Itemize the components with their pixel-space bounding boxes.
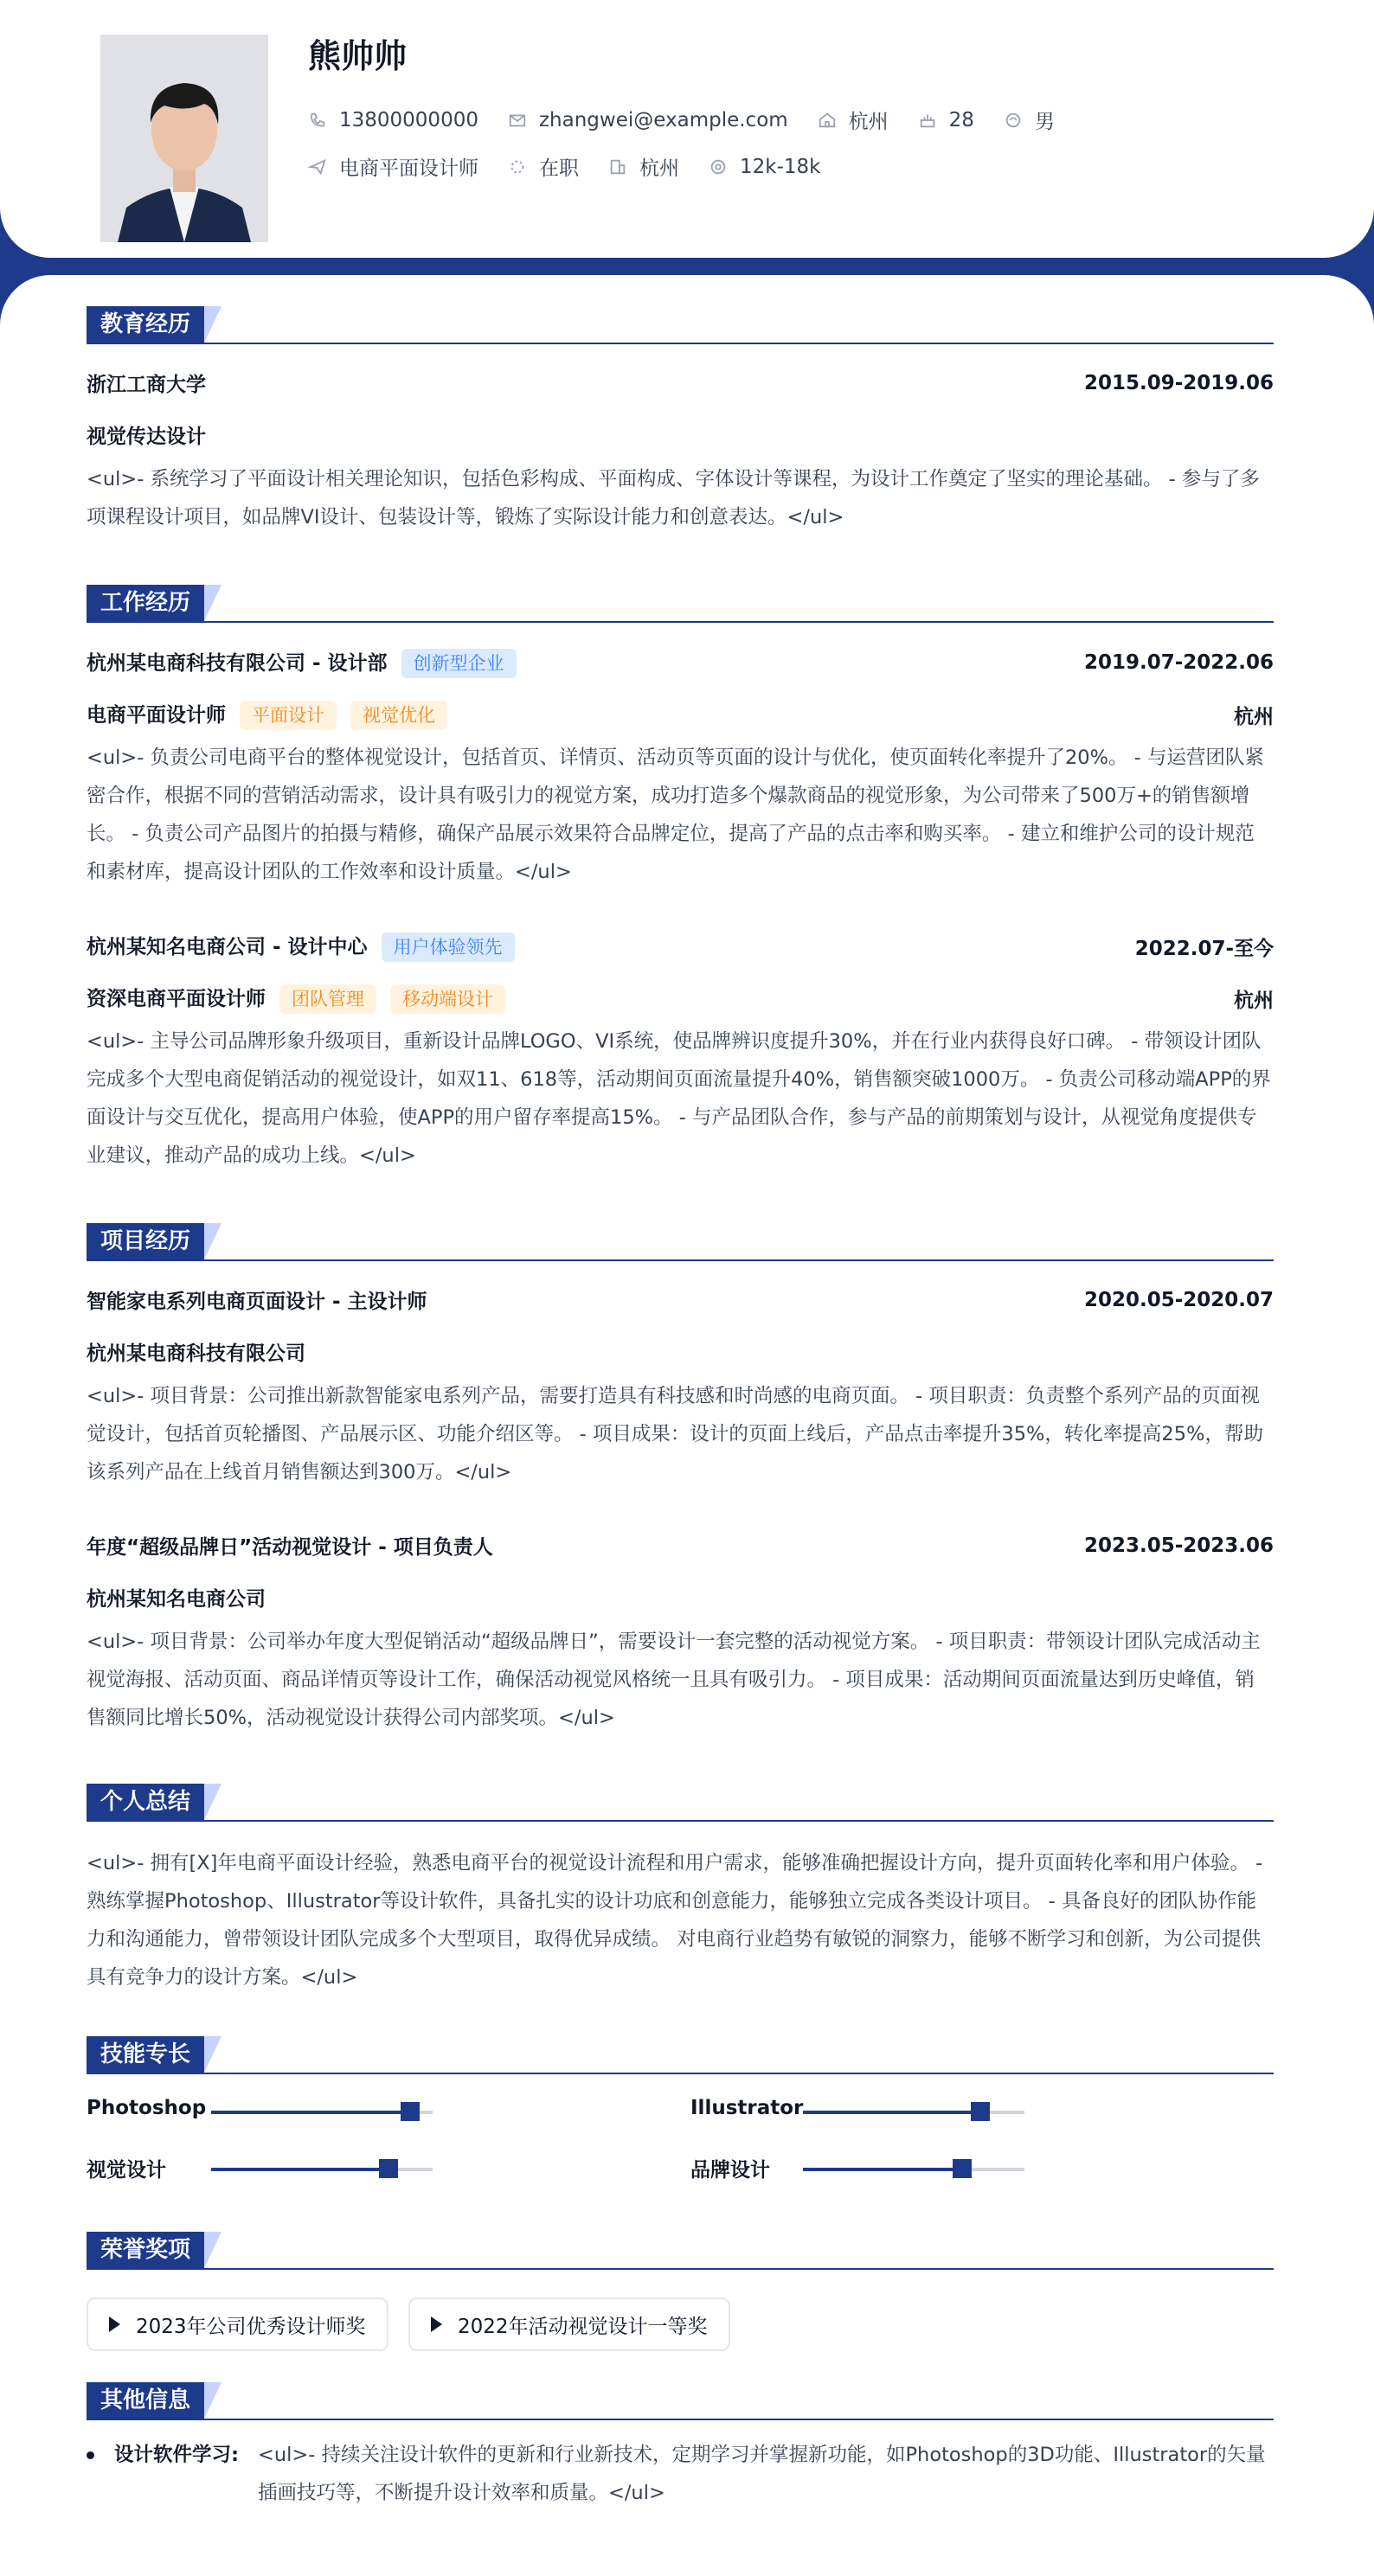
education-date: 2015.09-2019.06	[1083, 371, 1274, 394]
target-job-text: 电商平面设计师	[339, 157, 478, 180]
work-role-row	[87, 699, 1274, 730]
project-company-row	[87, 1337, 1274, 1366]
awards-list	[87, 2297, 1274, 2351]
work-role: 资深电商平面设计师	[87, 988, 266, 1010]
work-company-row	[87, 931, 1274, 962]
work-city: 杭州	[1234, 989, 1274, 1012]
work-role-row	[87, 983, 1274, 1014]
work-desc: <ul>- 负责公司电商平台的整体视觉设计，包括首页、详情页、活动页等页面的设计与优化，使页面转化率提升了20%。 - 与运营团队紧密合作，根据不同的营销活动需求，设计具有吸引力的视觉方案，成功打造多个爆款商品的视觉形象，为公司带来了500万+的销售额增长。 - 负责公司产品图片的拍摄与精修，确保产品展示效果符合品牌定位，提高了产品的点击率和购买率。 - 建立和维护公司的设计规范和素材库，提高设计团队的工作效率和设计质量。</ul>	[87, 747, 1264, 883]
section-header	[87, 2382, 1274, 2420]
other-section	[87, 2382, 1274, 2504]
profile-header	[0, 0, 1374, 258]
project-company: 杭州某电商科技有限公司	[87, 1342, 305, 1365]
projects-title: 项目经历	[87, 1223, 204, 1259]
skill-bar	[803, 2168, 1024, 2171]
project-desc: <ul>- 项目背景：公司举办年度大型促销活动“超级品牌日”，需要设计一套完整的活动视觉方案。 - 项目职责：带领设计团队完成活动主视觉海报、活动页面、商品详情页等设计工作，确保活动视觉风格统一且具有吸引力。 - 项目成果：活动期间页面流量达到历史峰值，销售额同比增长50%，活动视觉设计获得公司内部奖项。</ul>	[87, 1631, 1261, 1729]
coin-icon	[709, 157, 728, 176]
work-company-wrap	[87, 931, 515, 962]
education-desc: <ul>- 系统学习了平面设计相关理论知识，包括色彩构成、平面构成、字体设计等课程，为设计工作奠定了坚实的理论基础。 - 参与了多项课程设计项目，如品牌VI设计、包装设计等，锻炼了实际设计能力和创意表达。</ul>	[87, 468, 1260, 529]
work-company: 杭州某知名电商公司 - 设计中心	[87, 936, 368, 958]
avatar-portrait-illustration	[100, 35, 268, 242]
major-name: 视觉传达设计	[87, 426, 206, 448]
award-item	[408, 2297, 730, 2351]
home-city-item	[818, 106, 889, 134]
status-item	[508, 152, 579, 181]
skill-bar-knob	[401, 2102, 420, 2121]
company-tag: 用户体验领先	[382, 932, 515, 962]
company-tag: 创新型企业	[401, 649, 517, 678]
job-intention-row	[308, 152, 850, 181]
work-title: 工作经历	[87, 585, 204, 621]
education-title: 教育经历	[87, 306, 204, 343]
summary-title: 个人总结	[87, 1784, 204, 1820]
project-date: 2020.05-2020.07	[1083, 1288, 1274, 1311]
triangle-bullet-icon	[431, 2316, 442, 2332]
other-title: 其他信息	[87, 2382, 204, 2419]
target-job-item	[308, 152, 478, 181]
project-row	[87, 1531, 1274, 1560]
major-row	[87, 420, 1274, 449]
work-company-wrap	[87, 647, 517, 678]
work-desc: <ul>- 主导公司品牌形象升级项目，重新设计品牌LOGO、VI系统，使品牌辨识度提升30%，并在行业内获得良好口碑。 - 带领设计团队完成多个大型电商促销活动的视觉设计，如双11、618等，活动期间页面流量提升40%，销售额突破1000万。 - 负责公司移动端APP的界面设计与交互优化，提高用户体验，使APP的用户留存率提高15%。 - 与产品团队合作，参与产品的前期策划与设计，从视觉角度提供专业建议，推动产品的成功上线。</ul>	[87, 1030, 1271, 1167]
skills-title: 技能专长	[87, 2036, 204, 2073]
project-company-row	[87, 1583, 1274, 1612]
skills-section	[87, 2036, 1274, 2182]
project-name: 年度“超级品牌日”活动视觉设计 - 项目负责人	[87, 1536, 493, 1559]
send-icon	[308, 157, 327, 176]
section-header	[87, 585, 1274, 623]
skill-tag: 团队管理	[279, 984, 376, 1014]
project-desc: <ul>- 项目背景：公司推出新款智能家电系列产品，需要打造具有科技感和时尚感的电商页面。 - 项目职责：负责整个系列产品的页面视觉设计，包括首页轮播图、产品展示区、功能介绍区等。 - 项目成果：设计的页面上线后，产品点击率提升35%，转化率提高25%，帮助该系列产品在上线首月销售额达到300万。</ul>	[87, 1385, 1263, 1483]
skill-bar-knob	[953, 2159, 972, 2178]
cake-icon	[918, 111, 937, 130]
home-icon	[818, 111, 837, 130]
project-date: 2023.05-2023.06	[1083, 1534, 1274, 1557]
skill-tag: 移动端设计	[390, 984, 505, 1014]
skill-name: 品牌设计	[690, 2159, 770, 2182]
resume-body	[0, 275, 1374, 2576]
section-header	[87, 1784, 1274, 1822]
section-header	[87, 2036, 1274, 2074]
award-text: 2022年活动视觉设计一等奖	[458, 2315, 708, 2338]
work-role-wrap	[87, 699, 447, 730]
skill-bar-knob	[379, 2159, 398, 2178]
gender-text: 男	[1034, 111, 1055, 133]
project-row	[87, 1285, 1274, 1314]
skill-bar	[803, 2111, 1024, 2114]
skill-item	[690, 2154, 770, 2182]
skill-item	[690, 2097, 803, 2119]
triangle-bullet-icon	[109, 2316, 120, 2332]
skill-item	[87, 2154, 166, 2182]
email-item	[508, 109, 788, 131]
skill-bar-knob	[971, 2102, 990, 2121]
education-section	[87, 306, 1274, 529]
bullet-dot-icon	[87, 2451, 94, 2459]
work-role: 电商平面设计师	[87, 704, 226, 727]
award-item	[87, 2297, 388, 2351]
phone-text: 13800000000	[339, 108, 478, 131]
project-name: 智能家电系列电商页面设计 - 主设计师	[87, 1291, 427, 1313]
summary-section	[87, 1784, 1274, 1989]
skill-tag: 平面设计	[240, 701, 337, 730]
skill-bar-fill	[803, 2168, 962, 2171]
work-role-wrap	[87, 983, 505, 1014]
target-city-text: 杭州	[639, 157, 679, 180]
skill-name: Photoshop	[87, 2097, 207, 2119]
building-icon	[608, 157, 627, 176]
candidate-name: 熊帅帅	[308, 37, 408, 75]
work-city: 杭州	[1234, 705, 1274, 728]
home-city-text: 杭州	[848, 111, 889, 133]
salary-item	[709, 156, 820, 178]
avatar-photo	[100, 35, 268, 242]
awards-section	[87, 2232, 1274, 2338]
skill-bar	[211, 2168, 433, 2171]
other-text: <ul>- 持续关注设计软件的更新和行业新技术，定期学习并掌握新功能，如Photoshop的3D功能、Illustrator的矢量插画技巧等，不断提升设计效率和质量。</ul>	[258, 2444, 1266, 2504]
section-header	[87, 2232, 1274, 2270]
work-company: 杭州某电商科技有限公司 - 设计部	[87, 652, 388, 675]
status-text: 在职	[539, 157, 579, 180]
skill-bar	[211, 2111, 433, 2114]
section-header	[87, 1223, 1274, 1261]
awards-title: 荣誉奖项	[87, 2232, 204, 2268]
contact-row	[308, 106, 1084, 134]
skill-name: Illustrator	[690, 2097, 804, 2119]
other-label: 设计软件学习:	[114, 2444, 239, 2466]
school-name: 浙江工商大学	[87, 374, 206, 396]
work-date: 2019.07-2022.06	[1083, 651, 1274, 674]
skill-bar-fill	[211, 2111, 410, 2114]
award-text: 2023年公司优秀设计师奖	[136, 2315, 366, 2338]
phone-item	[308, 109, 478, 131]
salary-text: 12k-18k	[740, 155, 821, 178]
gender-icon	[1004, 111, 1023, 130]
email-text: zhangwei@example.com	[538, 108, 788, 131]
mail-icon	[508, 111, 527, 130]
summary-desc: <ul>- 拥有[X]年电商平面设计经验，熟悉电商平台的视觉设计流程和用户需求，能够准确把握设计方向，提升页面转化率和用户体验。 - 熟练掌握Photoshop、Illustrator等设计软件，具备扎实的设计功底和创意能力，能够独立完成各类设计项目。 - 具备良好的团队协作能力和沟通能力，曾带领设计团队完成多个大型项目，取得优异成绩。 对电商行业趋势有敏锐的洞察力，能够不断学习和创新，为公司提供具有竞争力的设计方案。</ul>	[87, 1852, 1263, 1989]
project-company: 杭州某知名电商公司	[87, 1588, 266, 1611]
target-city-item	[608, 152, 679, 181]
work-section	[87, 585, 1274, 1167]
education-row	[87, 368, 1274, 397]
skill-bar-fill	[803, 2111, 980, 2114]
skill-name: 视觉设计	[87, 2159, 166, 2182]
projects-section	[87, 1223, 1274, 1729]
age-item	[918, 109, 974, 131]
section-header	[87, 306, 1274, 344]
phone-icon	[308, 111, 327, 130]
skill-item	[87, 2097, 206, 2119]
work-company-row	[87, 647, 1274, 678]
work-date: 2022.07-至今	[1134, 937, 1274, 960]
status-icon	[508, 157, 527, 176]
skill-bar-fill	[211, 2168, 388, 2171]
age-text: 28	[948, 108, 974, 131]
gender-item	[1004, 106, 1055, 134]
skill-tag: 视觉优化	[350, 701, 447, 730]
